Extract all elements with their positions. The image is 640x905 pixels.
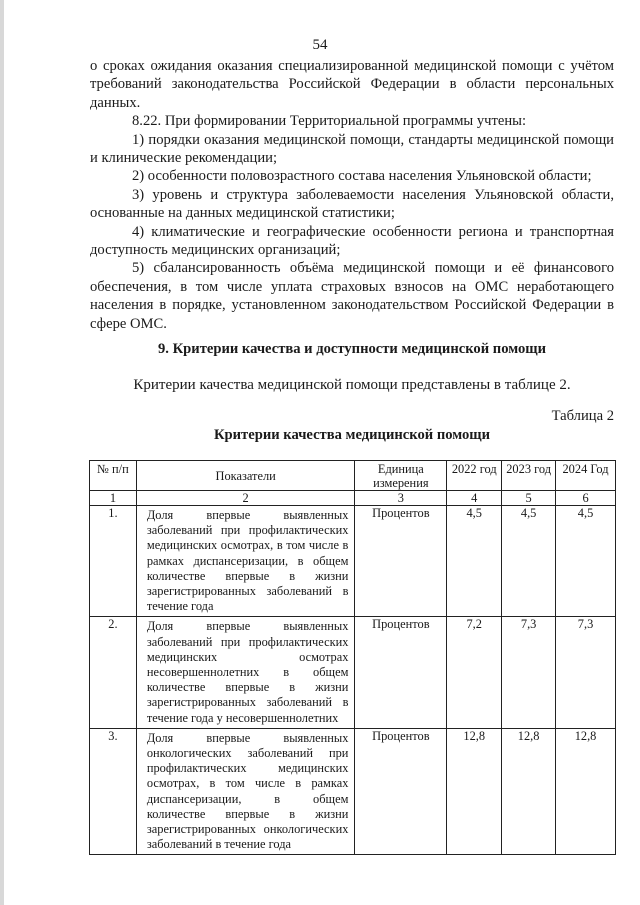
header-2022: 2022 год [447, 461, 502, 491]
row-number: 3. [90, 728, 137, 855]
index-cell: 2 [136, 491, 355, 506]
table-row [90, 728, 616, 855]
row-number: 1. [90, 506, 137, 617]
value-2024: 4,5 [556, 506, 616, 617]
unit-cell: Процентов [355, 728, 447, 855]
value-2023: 12,8 [502, 728, 556, 855]
table-row [90, 617, 616, 728]
value-2023: 4,5 [502, 506, 556, 617]
row-number: 2. [90, 617, 137, 728]
index-cell: 5 [502, 491, 556, 506]
list-item: 1) порядки оказания медицинской помощи, стандарты медицинской помощи и клинические рекомендации; [90, 131, 614, 167]
value-2023: 7,3 [502, 617, 556, 728]
page-number: 54 [312, 37, 328, 53]
index-cell: 6 [556, 491, 616, 506]
criteria-table [89, 460, 616, 855]
list-item: 5) сбалансированность объёма медицинской помощи и её финансового обеспечения, в том числе уплата страховых взносов на ОМС неработающего населения в порядке, установленном законодательством Российской Федерации в сфере ОМС. [90, 260, 614, 332]
table-header-row [90, 461, 616, 491]
unit-cell: Процентов [355, 506, 447, 617]
index-cell: 1 [90, 491, 137, 506]
index-cell: 4 [447, 491, 502, 506]
table-title: Критерии качества медицинской помощи [213, 427, 491, 443]
header-no: № п/п [90, 461, 137, 491]
value-2024: 7,3 [556, 617, 616, 728]
header-2023: 2023 год [502, 461, 556, 491]
header-2024: 2024 Год [556, 461, 616, 491]
unit-cell: Процентов [355, 617, 447, 728]
scan-edge [0, 0, 4, 905]
header-indicator: Показатели [136, 461, 355, 491]
list-item: 4) климатические и географические особенности региона и транспортная доступность медицинских организаций; [90, 223, 614, 259]
value-2022: 12,8 [447, 728, 502, 855]
indicator-text: Доля впервые выявленных заболеваний при профилактических медицинских осмотрах, в том числе в рамках диспансеризации, в общем количестве впервые в жизни зарегистрированных заболеваний в течение года [136, 506, 355, 617]
paragraph: о сроках ожидания оказания специализированной медицинской помощи с учётом требований законодательства Российской Федерации в области персональных данных. [90, 58, 614, 111]
indicator-text: Доля впервые выявленных заболеваний при профилактических медицинских осмотрах несовершеннолетних в общем количестве впервые в жизни зарегистрированных заболеваний в течение года у несовершеннолетних [136, 617, 355, 728]
index-cell: 3 [355, 491, 447, 506]
body-text [90, 57, 614, 333]
paragraph: 8.22. При формировании Территориальной программы учтены: [132, 113, 527, 130]
value-2022: 7,2 [447, 617, 502, 728]
list-item: 3) уровень и структура заболеваемости населения Ульяновской области, основанные на данных медицинской статистики; [90, 186, 614, 222]
list-item: 2) особенности половозрастного состава населения Ульяновской области; [132, 168, 592, 185]
intro-text: Критерии качества медицинской помощи представлены в таблице 2. [133, 377, 571, 393]
value-2022: 4,5 [447, 506, 502, 617]
indicator-text: Доля впервые выявленных онкологических заболеваний при профилактических медицинских осмотрах, в том числе в рамках диспансеризации, в общем количестве впервые в жизни зарегистрированных онкологических заболеваний в течение года [136, 728, 355, 855]
column-index-row [90, 491, 616, 506]
section-title: 9. Критерии качества и доступности медицинской помощи [158, 341, 546, 357]
value-2024: 12,8 [556, 728, 616, 855]
table-row [90, 506, 616, 617]
table-label: Таблица 2 [551, 408, 614, 424]
header-unit: Единица измерения [355, 461, 447, 491]
